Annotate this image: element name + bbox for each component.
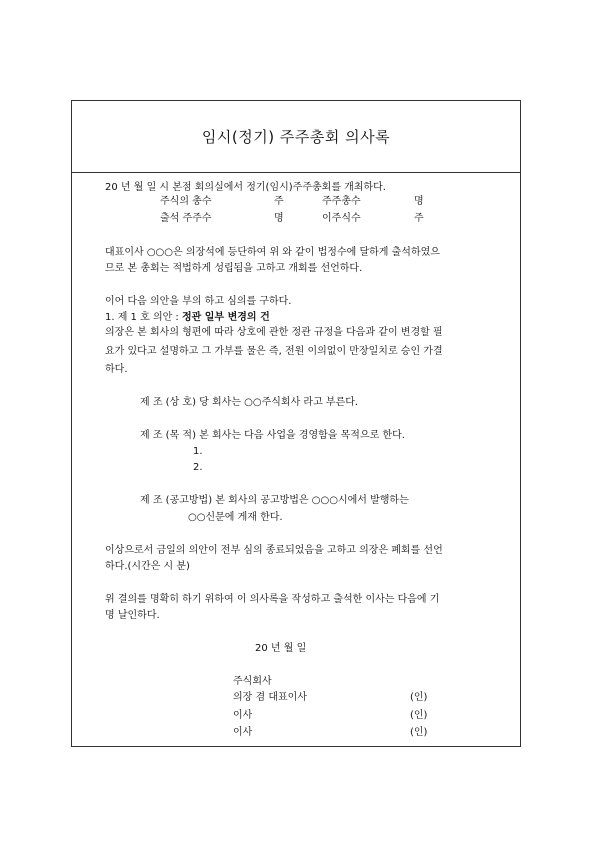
closing-line-2: 하다.(시간은 시 분) bbox=[105, 561, 190, 572]
article-name: 제 조 (상 호) 당 회사는 ○○주식회사 라고 부른다. bbox=[140, 397, 359, 408]
attend-holders-label: 출석 주주수 bbox=[160, 213, 212, 224]
shares-total-label: 주식의 총수 bbox=[160, 196, 212, 207]
signatory-role: 이사 bbox=[233, 727, 253, 738]
signing-line-1: 위 결의를 명확히 하기 위하여 이 의사록을 작성하고 출석한 이사는 다음에 기 bbox=[105, 594, 440, 605]
agenda-heading bbox=[105, 312, 270, 324]
opening-line: 20 년 월 일 시 본점 회의실에서 정기(임시)주주총회를 개최하다. bbox=[105, 182, 386, 193]
date-line: 20 년 월 일 bbox=[255, 643, 307, 654]
declaration-line-1: 대표이사 ○○○은 의장석에 등단하여 위 와 같이 법정수에 달하게 출석하였으 bbox=[105, 247, 440, 258]
signing-line-2: 명 날인하다. bbox=[105, 610, 160, 621]
agenda-number: 1. 제 1 호 의안 : bbox=[105, 312, 179, 323]
shares-total-unit: 주 bbox=[274, 196, 284, 207]
attend-shares-unit: 주 bbox=[414, 213, 424, 224]
company-label: 주식회사 bbox=[233, 676, 272, 687]
signatory-seal: (인) bbox=[410, 710, 428, 721]
signatory-role: 이사 bbox=[233, 710, 253, 721]
agenda-line-1: 의장은 본 회사의 형편에 따라 상호에 관한 정관 규정을 다음과 같이 변경할 필 bbox=[105, 327, 443, 338]
article-notice: 제 조 (공고방법) 본 회사의 공고방법은 ○○○시에서 발행하는 bbox=[140, 495, 409, 506]
agenda-line-2: 요가 있다고 설명하고 그 가부를 물은 즉, 전원 이의없이 만장일치로 승인 가결 bbox=[105, 346, 443, 357]
document-title: 임시(정기) 주주총회 의사록 bbox=[201, 128, 391, 146]
signatory-seal: (인) bbox=[410, 727, 428, 738]
agenda-intro: 이어 다음 의안을 부의 하고 심의를 구하다. bbox=[105, 296, 292, 307]
agenda-line-3: 하다. bbox=[105, 364, 128, 375]
declaration-line-2: 므로 본 총회는 적법하게 성립됨을 고하고 개회를 선언하다. bbox=[105, 263, 363, 274]
article-notice-cont: ○○신문에 게재 한다. bbox=[188, 512, 283, 523]
purpose-item-1: 1. bbox=[193, 446, 203, 457]
signatory-role: 의장 겸 대표이사 bbox=[233, 692, 307, 703]
agenda-title: 정관 일부 변경의 건 bbox=[182, 312, 270, 323]
holders-total-unit: 명 bbox=[414, 196, 424, 207]
article-purpose: 제 조 (목 적) 본 회사는 다음 사업을 경영함을 목적으로 한다. bbox=[140, 430, 405, 441]
purpose-item-2: 2. bbox=[193, 462, 203, 473]
title-box bbox=[72, 101, 520, 173]
closing-line-1: 이상으로서 금일의 의안이 전부 심의 종료되었음을 고하고 의장은 폐회를 선언 bbox=[105, 545, 443, 556]
signatory-seal: (인) bbox=[410, 692, 428, 703]
attend-shares-label: 이주식수 bbox=[322, 213, 361, 224]
attend-holders-unit: 명 bbox=[274, 213, 284, 224]
holders-total-label: 주주총수 bbox=[322, 196, 361, 207]
